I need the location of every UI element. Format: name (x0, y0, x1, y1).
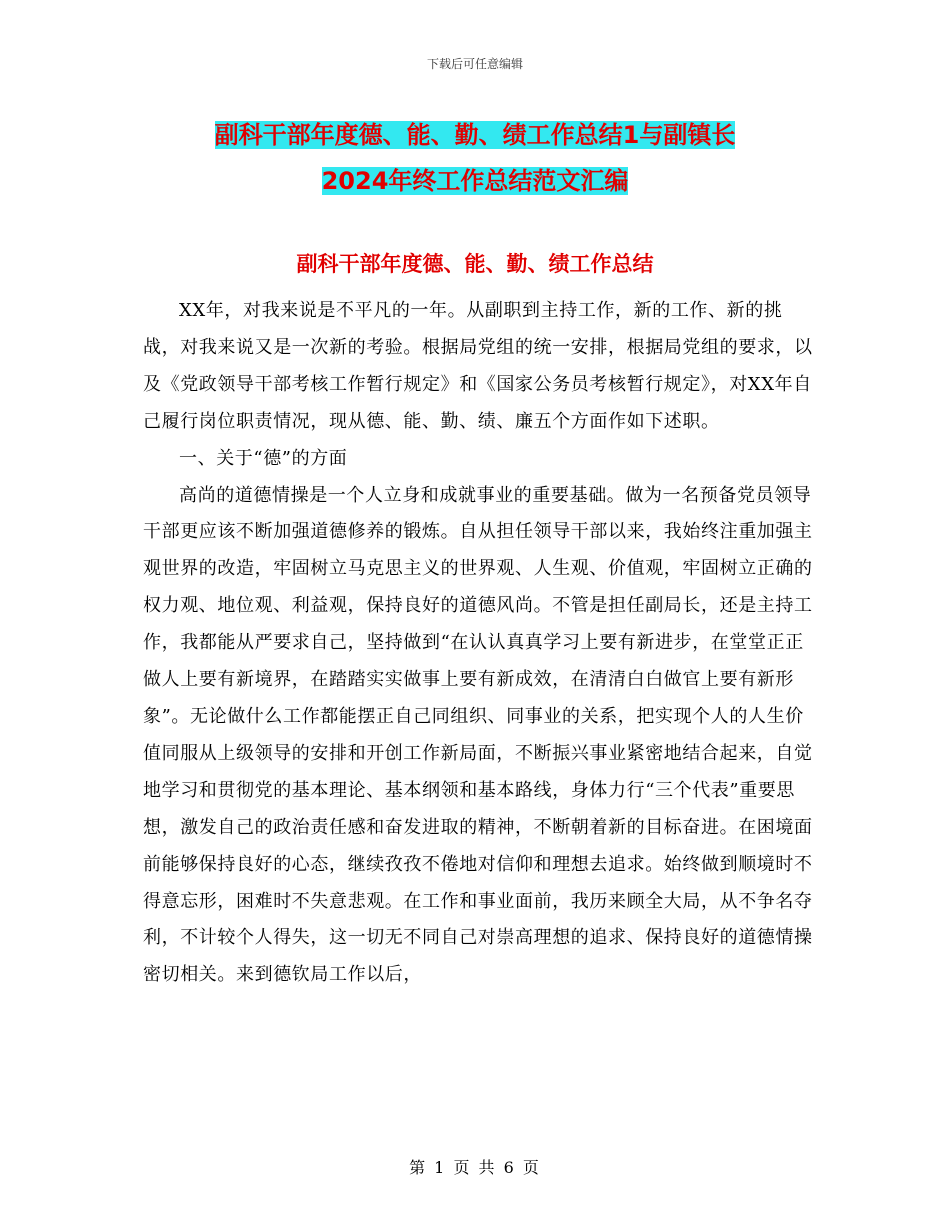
document-title (0, 112, 950, 204)
paragraph-3: 高尚的道德情操是一个人立身和成就事业的重要基础。做为一名预备党员领导干部更应该不断加强道德修养的锻炼。自从担任领导干部以来，我始终注重加强主观世界的改造，牢固树立马克思主义的世界观、人生观、价值观，牢固树立正确的权力观、地位观、利益观，保持良好的道德风尚。不管是担任副局长，还是主持工作，我都能从严要求自己，坚持做到“在认认真真学习上要有新进步，在堂堂正正做人上要有新境界，在踏踏实实做事上要有新成效，在清清白白做官上要有新形象”。无论做什么工作都能摆正自己同组织、同事业的关系，把实现个人的人生价值同服从上级领导的安排和开创工作新局面，不断振兴事业紧密地结合起来，自觉地学习和贯彻党的基本理论、基本纲领和基本路线，身体力行“三个代表”重要思想，激发自己的政治责任感和奋发进取的精神，不断朝着新的目标奋进。在困境面前能够保持良好的心态，继续孜孜不倦地对信仰和理想去追求。始终做到顺境时不得意忘形，困难时不失意悲观。在工作和事业面前，我历来顾全大局，从不争名夺利，不计较个人得失，这一切无不同自己对崇高理想的追求、保持良好的道德情操密切相关。来到德钦局工作以后， (143, 484, 813, 986)
title-line-1: 副科干部年度德、能、勤、绩工作总结1与副镇长 (214, 121, 736, 149)
section-title: 副科干部年度德、能、勤、绩工作总结 (296, 252, 654, 276)
body-text (143, 293, 815, 994)
title-line-2: 2024年终工作总结范文汇编 (321, 167, 629, 195)
paragraph-1: XX年，对我来说是不平凡的一年。从副职到主持工作，新的工作、新的挑战，对我来说又是一次新的考验。根据局党组的统一安排，根据局党组的要求，以及《党政领导干部考核工作暂行规定》和《国家公务员考核暂行规定》，对XX年自己履行岗位职责情况，现从德、能、勤、绩、廉五个方面作如下述职。 (143, 300, 813, 432)
page-footer: 第 1 页 共 6 页 (409, 1158, 541, 1177)
paragraph-heading-de: 一、关于“德”的方面 (179, 447, 348, 469)
header-note: 下载后可任意编辑 (426, 57, 523, 71)
